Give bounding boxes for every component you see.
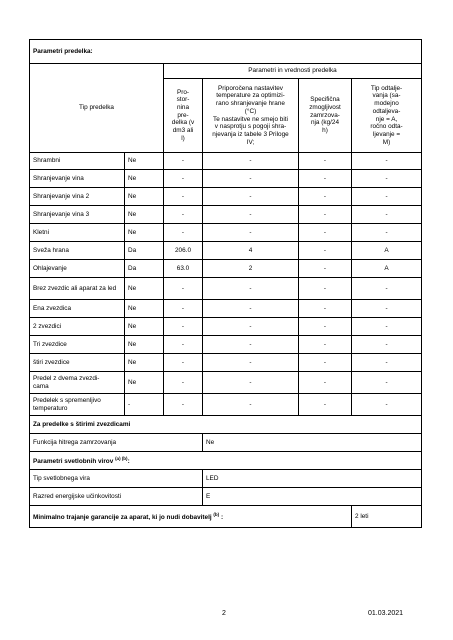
compartment-temperature: 2 <box>203 260 299 278</box>
compartment-freezing-capacity: - <box>299 242 352 260</box>
fast-freeze-value: Ne <box>203 434 422 452</box>
compartment-temperature: - <box>203 206 299 224</box>
compartment-volume: - <box>164 153 203 170</box>
compartment-freezing-capacity: - <box>299 153 352 170</box>
compartment-temperature: - <box>203 394 299 416</box>
compartment-volume: - <box>164 188 203 206</box>
compartment-temperature: - <box>203 354 299 372</box>
compartment-defrost-type: - <box>352 224 422 242</box>
compartment-present: Ne <box>125 278 164 300</box>
compartment-defrost-type: - <box>352 372 422 394</box>
compartment-present: Ne <box>125 318 164 336</box>
compartment-present: Ne <box>125 224 164 242</box>
compartment-volume: - <box>164 318 203 336</box>
compartment-present: - <box>125 394 164 416</box>
light-source-section-title: Parametri svetlobnih virov $^{(a) (b)}$: <box>30 452 422 470</box>
compartment-present: Ne <box>125 372 164 394</box>
compartment-present: Ne <box>125 153 164 170</box>
compartment-name: Predelek s spremenljivo temperaturo <box>30 394 125 416</box>
compartment-row <box>30 300 422 318</box>
compartment-freezing-capacity: - <box>299 336 352 354</box>
compartment-volume: - <box>164 224 203 242</box>
compartment-temperature: - <box>203 170 299 188</box>
compartment-present: Da <box>125 260 164 278</box>
compartment-freezing-capacity: - <box>299 300 352 318</box>
compartment-name: Sveža hrana <box>30 242 125 260</box>
compartment-temperature: - <box>203 224 299 242</box>
compartment-freezing-capacity: - <box>299 224 352 242</box>
compartment-name: Shranjevanje vina 3 <box>30 206 125 224</box>
compartment-parameters-table <box>29 39 422 528</box>
compartment-present: Ne <box>125 170 164 188</box>
compartment-name: Ohlajevanje <box>30 260 125 278</box>
header-freezing-capacity: Specifična zmogljivost zamrzova- nja (kg/24 h) <box>299 79 352 153</box>
footer-date: 01.03.2021 <box>368 610 404 617</box>
compartment-name: štiri zvezdice <box>30 354 125 372</box>
compartment-freezing-capacity: - <box>299 278 352 300</box>
compartment-row <box>30 372 422 394</box>
four-star-section-title: Za predelke s štirimi zvezdicami <box>30 416 422 434</box>
compartment-defrost-type: A <box>352 260 422 278</box>
compartment-present: Da <box>125 242 164 260</box>
compartment-volume: - <box>164 300 203 318</box>
compartment-temperature: - <box>203 278 299 300</box>
energy-class-value: E <box>203 488 422 506</box>
compartment-volume: - <box>164 372 203 394</box>
compartment-row <box>30 170 422 188</box>
compartment-present: Ne <box>125 206 164 224</box>
compartment-volume: 206.0 <box>164 242 203 260</box>
compartment-name: Tri zvezdice <box>30 336 125 354</box>
compartment-volume: - <box>164 354 203 372</box>
compartment-row <box>30 336 422 354</box>
compartment-row <box>30 318 422 336</box>
compartment-temperature: - <box>203 300 299 318</box>
header-defrost-type: Tip odtalje- vanja (sa- modejno odtaljeva- nje = A, ročno odta- ljevanje = M) <box>352 79 422 153</box>
compartment-temperature: - <box>203 188 299 206</box>
header-compartment-type: Tip predelka <box>30 64 164 153</box>
energy-class-label: Razred energijske učinkovitosti <box>30 488 203 506</box>
compartment-present: Ne <box>125 354 164 372</box>
compartment-name: 2 zvezdici <box>30 318 125 336</box>
compartment-name: Shranjevanje vina <box>30 170 125 188</box>
compartment-present: Ne <box>125 336 164 354</box>
compartment-temperature: - <box>203 153 299 170</box>
compartment-row <box>30 278 422 300</box>
compartment-defrost-type: - <box>352 336 422 354</box>
compartment-defrost-type: - <box>352 153 422 170</box>
compartment-defrost-type: - <box>352 170 422 188</box>
compartment-defrost-type: - <box>352 188 422 206</box>
header-parameters: Parametri in vrednosti predelka <box>164 64 422 79</box>
compartment-defrost-type: - <box>352 300 422 318</box>
compartment-defrost-type: - <box>352 206 422 224</box>
compartment-row <box>30 206 422 224</box>
compartment-volume: - <box>164 336 203 354</box>
compartment-temperature: - <box>203 372 299 394</box>
compartment-row <box>30 260 422 278</box>
compartment-row <box>30 354 422 372</box>
compartment-row <box>30 153 422 170</box>
compartment-freezing-capacity: - <box>299 394 352 416</box>
header-temperature: Priporočena nastavitev temperature za optimizi- rano shranjevanje hrane (°C) Te nastavitve ne smejo biti v nasprotju s pogoji shra- njevanja iz tabele 3 Priloge IV; <box>203 79 299 153</box>
compartment-freezing-capacity: - <box>299 170 352 188</box>
compartment-freezing-capacity: - <box>299 188 352 206</box>
table-title: Parametri predelka: <box>30 40 422 64</box>
compartment-name: Shrambni <box>30 153 125 170</box>
compartment-present: Ne <box>125 300 164 318</box>
compartment-volume: - <box>164 206 203 224</box>
compartment-row <box>30 188 422 206</box>
compartment-defrost-type: - <box>352 394 422 416</box>
compartment-freezing-capacity: - <box>299 260 352 278</box>
compartment-name: Kletni <box>30 224 125 242</box>
compartment-volume: - <box>164 170 203 188</box>
compartment-freezing-capacity: - <box>299 206 352 224</box>
compartment-name: Predel z dvema zvezdi- cama <box>30 372 125 394</box>
compartment-defrost-type: - <box>352 354 422 372</box>
compartment-temperature: - <box>203 318 299 336</box>
light-type-label: Tip svetlobnega vira <box>30 470 203 488</box>
warranty-label: Minimalno trajanje garancije za aparat, ki jo nudi dobavitelj $^{(b)}$ : <box>30 506 352 528</box>
compartment-defrost-type: - <box>352 278 422 300</box>
warranty-value: 2 leti <box>352 506 422 528</box>
compartment-present: Ne <box>125 188 164 206</box>
compartment-volume: - <box>164 394 203 416</box>
compartment-volume: 63.0 <box>164 260 203 278</box>
compartment-temperature: 4 <box>203 242 299 260</box>
compartment-name: Brez zvezdic ali aparat za led <box>30 278 125 300</box>
compartment-name: Shranjevanje vina 2 <box>30 188 125 206</box>
compartment-freezing-capacity: - <box>299 372 352 394</box>
header-volume: Pro- stor- nina pre- delka (v dm3 ali l) <box>164 79 203 153</box>
compartment-row <box>30 224 422 242</box>
compartment-volume: - <box>164 278 203 300</box>
compartment-row <box>30 242 422 260</box>
compartment-temperature: - <box>203 336 299 354</box>
fast-freeze-label: Funkcija hitrega zamrzovanja <box>30 434 203 452</box>
compartment-name: Ena zvezdica <box>30 300 125 318</box>
compartment-freezing-capacity: - <box>299 354 352 372</box>
light-type-value: LED <box>203 470 422 488</box>
compartment-freezing-capacity: - <box>299 318 352 336</box>
compartment-defrost-type: A <box>352 242 422 260</box>
compartment-row <box>30 394 422 416</box>
page-number: 2 <box>222 610 226 617</box>
compartment-defrost-type: - <box>352 318 422 336</box>
